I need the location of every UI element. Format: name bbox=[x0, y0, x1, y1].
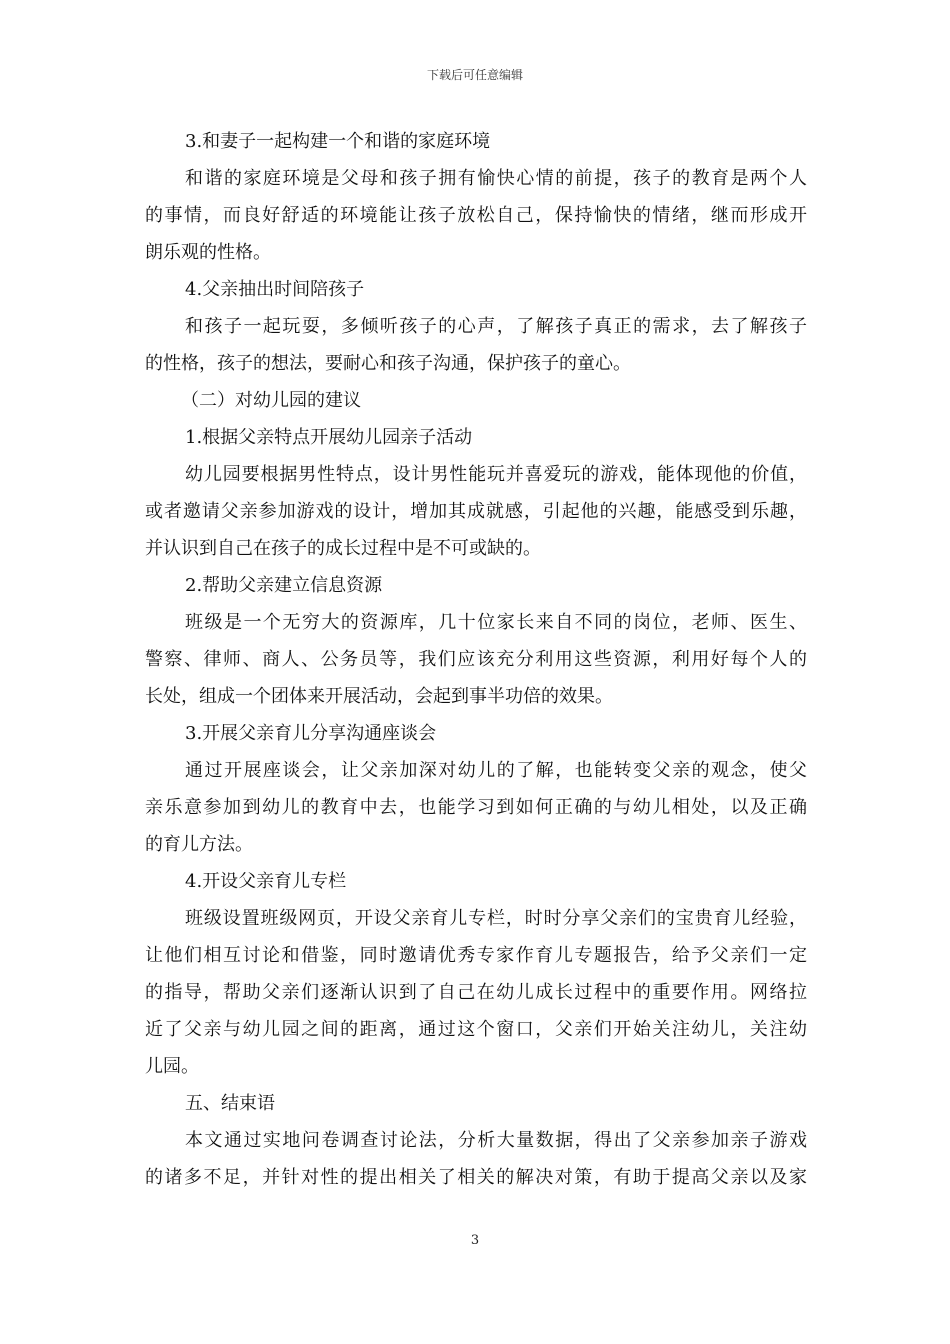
paragraph-line: 幼儿园要根据男性特点，设计男性能玩并喜爱玩的游戏，能体现他的价值， bbox=[185, 464, 807, 485]
paragraph-line: 近了父亲与幼儿园之间的距离，通过这个窗口，父亲们开始关注幼儿，关注幼 bbox=[145, 1019, 807, 1040]
subheading: 1.根据父亲特点开展幼儿园亲子活动 bbox=[185, 427, 473, 448]
document-body bbox=[145, 123, 807, 1196]
page-number: 3 bbox=[470, 1233, 480, 1248]
paragraph-line: 亲乐意参加到幼儿的教育中去，也能学习到如何正确的与幼儿相处，以及正确 bbox=[145, 797, 807, 818]
paragraph-line: 长处，组成一个团体来开展活动，会起到事半功倍的效果。 bbox=[145, 686, 613, 707]
paragraph-line: 通过开展座谈会，让父亲加深对幼儿的了解，也能转变父亲的观念，使父 bbox=[185, 760, 807, 781]
subheading: 3.开展父亲育儿分享沟通座谈会 bbox=[185, 723, 437, 744]
paragraph-line: 和谐的家庭环境是父母和孩子拥有愉快心情的前提，孩子的教育是两个人 bbox=[185, 168, 807, 189]
paragraph-line: 并认识到自己在孩子的成长过程中是不可或缺的。 bbox=[145, 538, 541, 559]
subheading: 3.和妻子一起构建一个和谐的家庭环境 bbox=[185, 131, 491, 152]
paragraph-line: 的性格，孩子的想法，要耐心和孩子沟通，保护孩子的童心。 bbox=[145, 353, 631, 374]
paragraph-line: 或者邀请父亲参加游戏的设计，增加其成就感，引起他的兴趣，能感受到乐趣， bbox=[145, 501, 807, 522]
paragraph-line: 的育儿方法。 bbox=[145, 834, 253, 855]
paragraph-line: 警察、律师、商人、公务员等，我们应该充分利用这些资源，利用好每个人的 bbox=[145, 649, 807, 670]
paragraph-line: 儿园。 bbox=[145, 1056, 199, 1077]
section-heading: 五、结束语 bbox=[185, 1093, 275, 1114]
subheading: 2.帮助父亲建立信息资源 bbox=[185, 575, 383, 596]
section-heading: （二）对幼儿园的建议 bbox=[181, 390, 361, 411]
paragraph-line: 班级设置班级网页，开设父亲育儿专栏，时时分享父亲们的宝贵育儿经验， bbox=[185, 908, 807, 929]
paragraph-line: 的诸多不足，并针对性的提出相关了相关的解决对策，有助于提高父亲以及家 bbox=[145, 1167, 807, 1188]
paragraph-line: 的事情，而良好舒适的环境能让孩子放松自己，保持愉快的情绪，继而形成开 bbox=[145, 205, 807, 226]
paragraph-line: 本文通过实地问卷调查讨论法，分析大量数据，得出了父亲参加亲子游戏 bbox=[185, 1130, 807, 1151]
paragraph-line: 的指导，帮助父亲们逐渐认识到了自己在幼儿成长过程中的重要作用。网络拉 bbox=[145, 982, 807, 1003]
paragraph-line: 和孩子一起玩耍，多倾听孩子的心声，了解孩子真正的需求，去了解孩子 bbox=[185, 316, 807, 337]
subheading: 4.父亲抽出时间陪孩子 bbox=[185, 279, 365, 300]
paragraph-line: 让他们相互讨论和借鉴，同时邀请优秀专家作育儿专题报告，给予父亲们一定 bbox=[145, 945, 807, 966]
paragraph-line: 班级是一个无穷大的资源库，几十位家长来自不同的岗位，老师、医生、 bbox=[185, 612, 807, 633]
subheading: 4.开设父亲育儿专栏 bbox=[185, 871, 347, 892]
page-header: 下载后可任意编辑 bbox=[426, 68, 523, 82]
paragraph-line: 朗乐观的性格。 bbox=[145, 242, 271, 263]
